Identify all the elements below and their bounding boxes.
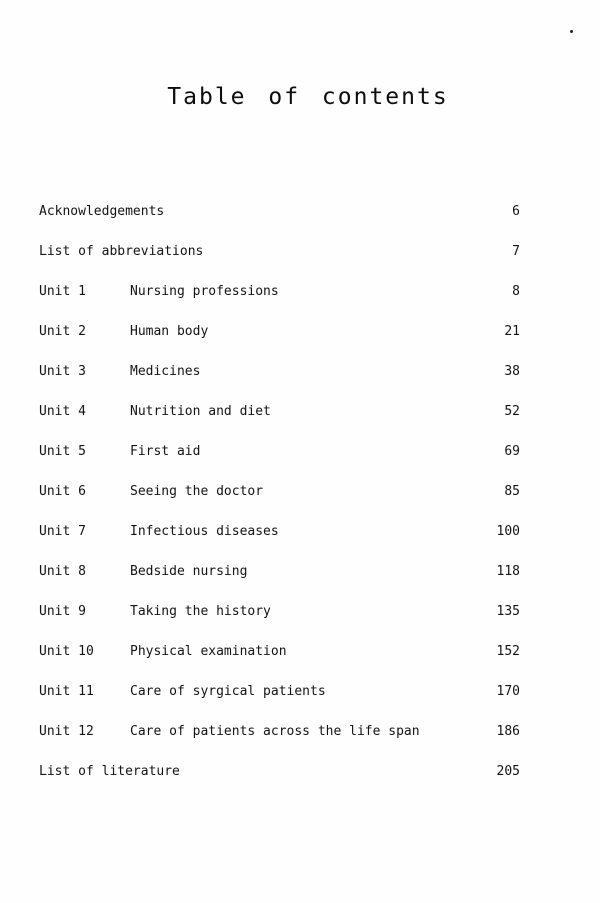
toc-page-number: 7 (512, 244, 520, 259)
toc-unit-title: Seeing the doctor (130, 484, 264, 499)
toc-page-number: 205 (496, 764, 520, 779)
toc-unit-label: Unit 10 (39, 644, 94, 659)
toc-page-number: 6 (512, 204, 520, 219)
toc-entry-unit-6 (39, 482, 520, 502)
toc-unit-label: Unit 4 (39, 404, 86, 419)
toc-entry-title: List of abbreviations (39, 244, 204, 259)
toc-unit-label: Unit 5 (39, 444, 86, 459)
toc-unit-label: Unit 12 (39, 724, 94, 739)
toc-page-number: 170 (496, 684, 520, 699)
toc-unit-label: Unit 6 (39, 484, 86, 499)
toc-unit-title: Medicines (130, 364, 201, 379)
toc-page-number: 186 (496, 724, 520, 739)
toc-page-number: 135 (496, 604, 520, 619)
toc-entry-unit-1 (39, 282, 520, 302)
toc-unit-label: Unit 3 (39, 364, 86, 379)
toc-page-number: 38 (504, 364, 520, 379)
toc-entry-unit-10 (39, 642, 520, 662)
toc-entry-unit-4 (39, 402, 520, 422)
toc-unit-title: Taking the history (130, 604, 271, 619)
toc-page-number: 85 (504, 484, 520, 499)
toc-unit-label: Unit 9 (39, 604, 86, 619)
toc-unit-title: Physical examination (130, 644, 287, 659)
toc-unit-title: Bedside nursing (130, 564, 248, 579)
toc-entry-unit-12 (39, 722, 520, 742)
toc-unit-title: Infectious diseases (130, 524, 279, 539)
toc-entry-unit-5 (39, 442, 520, 462)
toc-unit-title: Nutrition and diet (130, 404, 271, 419)
toc-entry-title: List of literature (39, 764, 180, 779)
toc-unit-title: Care of sуrgical patients (130, 684, 326, 699)
toc-page-number: 152 (496, 644, 520, 659)
speck-mark (570, 30, 573, 33)
toc-page-number: 100 (496, 524, 520, 539)
toc-entry-unit-11 (39, 682, 520, 702)
toc-page-number: 8 (512, 284, 520, 299)
toc-entry-unit-3 (39, 362, 520, 382)
toc-page-number: 69 (504, 444, 520, 459)
toc-page-number: 118 (496, 564, 520, 579)
toc-unit-label: Unit 2 (39, 324, 86, 339)
toc-entry-literature (39, 762, 520, 782)
toc-entry-acknowledgements (39, 202, 520, 222)
toc-page-number: 21 (504, 324, 520, 339)
toc-unit-title: Human body (130, 324, 209, 339)
toc-entry-unit-7 (39, 522, 520, 542)
toc-entry-abbreviations (39, 242, 520, 262)
toc-unit-title: First aid (130, 444, 201, 459)
toc-entry-unit-9 (39, 602, 520, 622)
toc-unit-label: Unit 11 (39, 684, 94, 699)
toc-entry-unit-8 (39, 562, 520, 582)
toc-unit-title: Nursing professions (130, 284, 279, 299)
toc-unit-label: Unit 1 (39, 284, 86, 299)
page-title: Table of contents (167, 84, 449, 110)
toc-entry-unit-2 (39, 322, 520, 342)
toc-unit-label: Unit 8 (39, 564, 86, 579)
toc-page-number: 52 (504, 404, 520, 419)
toc-entry-title: Acknowledgements (39, 204, 165, 219)
toc-unit-title: Care of patients across the life span (130, 724, 420, 739)
toc-unit-label: Unit 7 (39, 524, 86, 539)
